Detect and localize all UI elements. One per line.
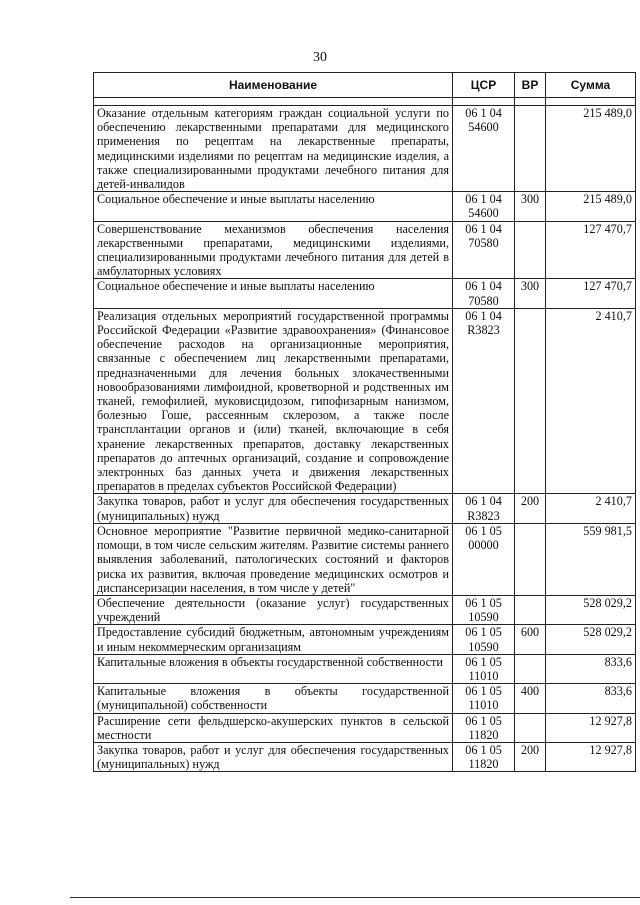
row-sum: 2 410,7 — [546, 308, 636, 494]
row-vr — [515, 308, 546, 494]
table-row — [94, 192, 636, 221]
table-row — [94, 308, 636, 494]
row-name: Социальное обеспечение и иные выплаты населению — [94, 279, 453, 308]
row-vr — [515, 713, 546, 742]
row-sum: 528 029,2 — [546, 595, 636, 624]
row-name: Совершенствование механизмов обеспечения населения лекарственными препаратами, медицинскими изделиями, специализированными продуктами лечебного питания для детей в амбулаторных условиях — [94, 221, 453, 279]
row-sum: 127 470,7 — [546, 221, 636, 279]
row-sum: 215 489,0 — [546, 106, 636, 192]
row-vr: 600 — [515, 625, 546, 654]
row-name: Капитальные вложения в объекты государственной собственности — [94, 654, 453, 683]
table-row — [94, 713, 636, 742]
row-csr: 06 1 05 11820 — [453, 713, 515, 742]
row-name: Основное мероприятие "Развитие первичной медико-санитарной помощи, в том числе сельским жителям. Развитие системы раннего выявления заболеваний, патологических состояний и факторов риска их развития, включая проведение медицинских осмотров и диспансеризации населения, в том числе у детей" — [94, 523, 453, 595]
row-name: Предоставление субсидий бюджетным, автономным учреждениям и иным некоммерческим организациям — [94, 625, 453, 654]
row-vr — [515, 595, 546, 624]
row-sum: 12 927,8 — [546, 742, 636, 771]
row-csr: 06 1 05 11010 — [453, 684, 515, 713]
row-sum: 2 410,7 — [546, 494, 636, 523]
row-sum: 528 029,2 — [546, 625, 636, 654]
row-name: Оказание отдельным категориям граждан социальной услуги по обеспечению лекарственными препаратами для медицинского применения по рецептам на лекарственные препараты, медицинскими изделиями по рецептам на медицинские изделия, а также специализированными продуктами лечебного питания для детей-инвалидов — [94, 106, 453, 192]
row-vr: 200 — [515, 494, 546, 523]
row-csr: 06 1 04 70580 — [453, 279, 515, 308]
row-csr: 06 1 04 54600 — [453, 106, 515, 192]
row-sum: 833,6 — [546, 654, 636, 683]
page-bottom-rule — [70, 897, 640, 898]
header-csr: ЦСР — [453, 73, 515, 98]
row-sum: 559 981,5 — [546, 523, 636, 595]
header-name: Наименование — [94, 73, 453, 98]
row-name: Обеспечение деятельности (оказание услуг) государственных учреждений — [94, 595, 453, 624]
row-vr: 200 — [515, 742, 546, 771]
row-csr: 06 1 05 10590 — [453, 595, 515, 624]
row-csr: 06 1 05 10590 — [453, 625, 515, 654]
row-vr — [515, 654, 546, 683]
table-row — [94, 221, 636, 279]
header-sum: Сумма — [546, 73, 636, 98]
row-csr: 06 1 05 11820 — [453, 742, 515, 771]
row-name: Расширение сети фельдшерско-акушерских пунктов в сельской местности — [94, 713, 453, 742]
table-row — [94, 494, 636, 523]
row-sum: 833,6 — [546, 684, 636, 713]
row-sum: 12 927,8 — [546, 713, 636, 742]
row-name: Социальное обеспечение и иные выплаты населению — [94, 192, 453, 221]
row-csr: 06 1 04 R3823 — [453, 494, 515, 523]
row-name: Закупка товаров, работ и услуг для обеспечения государственных (муниципальных) нужд — [94, 742, 453, 771]
row-csr: 06 1 04 R3823 — [453, 308, 515, 494]
header-vr: ВР — [515, 73, 546, 98]
row-vr — [515, 106, 546, 192]
row-name: Капитальные вложения в объекты государственной (муниципальной) собственности — [94, 684, 453, 713]
table-row — [94, 523, 636, 595]
table-row — [94, 684, 636, 713]
row-csr: 06 1 05 00000 — [453, 523, 515, 595]
table-row — [94, 106, 636, 192]
row-csr: 06 1 05 11010 — [453, 654, 515, 683]
row-vr — [515, 221, 546, 279]
row-name: Закупка товаров, работ и услуг для обеспечения государственных (муниципальных) нужд — [94, 494, 453, 523]
header-spacer-row — [94, 98, 636, 106]
row-name: Реализация отдельных мероприятий государственной программы Российской Федерации «Развитие здравоохранения» (Финансовое обеспечение расходов на организационные мероприятия, связанные с обеспечением лиц лекарственными препаратами, предназначенными для лечения больных злокачественными новообразованиями лимфоидной, кроветворной и родственных им тканей, гемофилией, муковисцидозом, гипофизарным нанизмом, болезнью Гоше, рассеянным склерозом, а также после трансплантации органов и (или) тканей, включающие в себя хранение лекарственных препаратов, доставку лекарственных препаратов до аптечных организаций, создание и сопровождение электронных баз данных учета и движения лекарственных препаратов в пределах субъектов Российской Федерации) — [94, 308, 453, 494]
table-row — [94, 595, 636, 624]
row-csr: 06 1 04 70580 — [453, 221, 515, 279]
row-vr: 300 — [515, 279, 546, 308]
table-row — [94, 654, 636, 683]
table-row — [94, 279, 636, 308]
table-row — [94, 742, 636, 771]
row-csr: 06 1 04 54600 — [453, 192, 515, 221]
table-header-row — [94, 73, 636, 98]
row-sum: 127 470,7 — [546, 279, 636, 308]
budget-table — [93, 72, 636, 772]
row-vr — [515, 523, 546, 595]
page-number: 30 — [313, 50, 327, 65]
row-vr: 400 — [515, 684, 546, 713]
table-row — [94, 625, 636, 654]
row-sum: 215 489,0 — [546, 192, 636, 221]
row-vr: 300 — [515, 192, 546, 221]
